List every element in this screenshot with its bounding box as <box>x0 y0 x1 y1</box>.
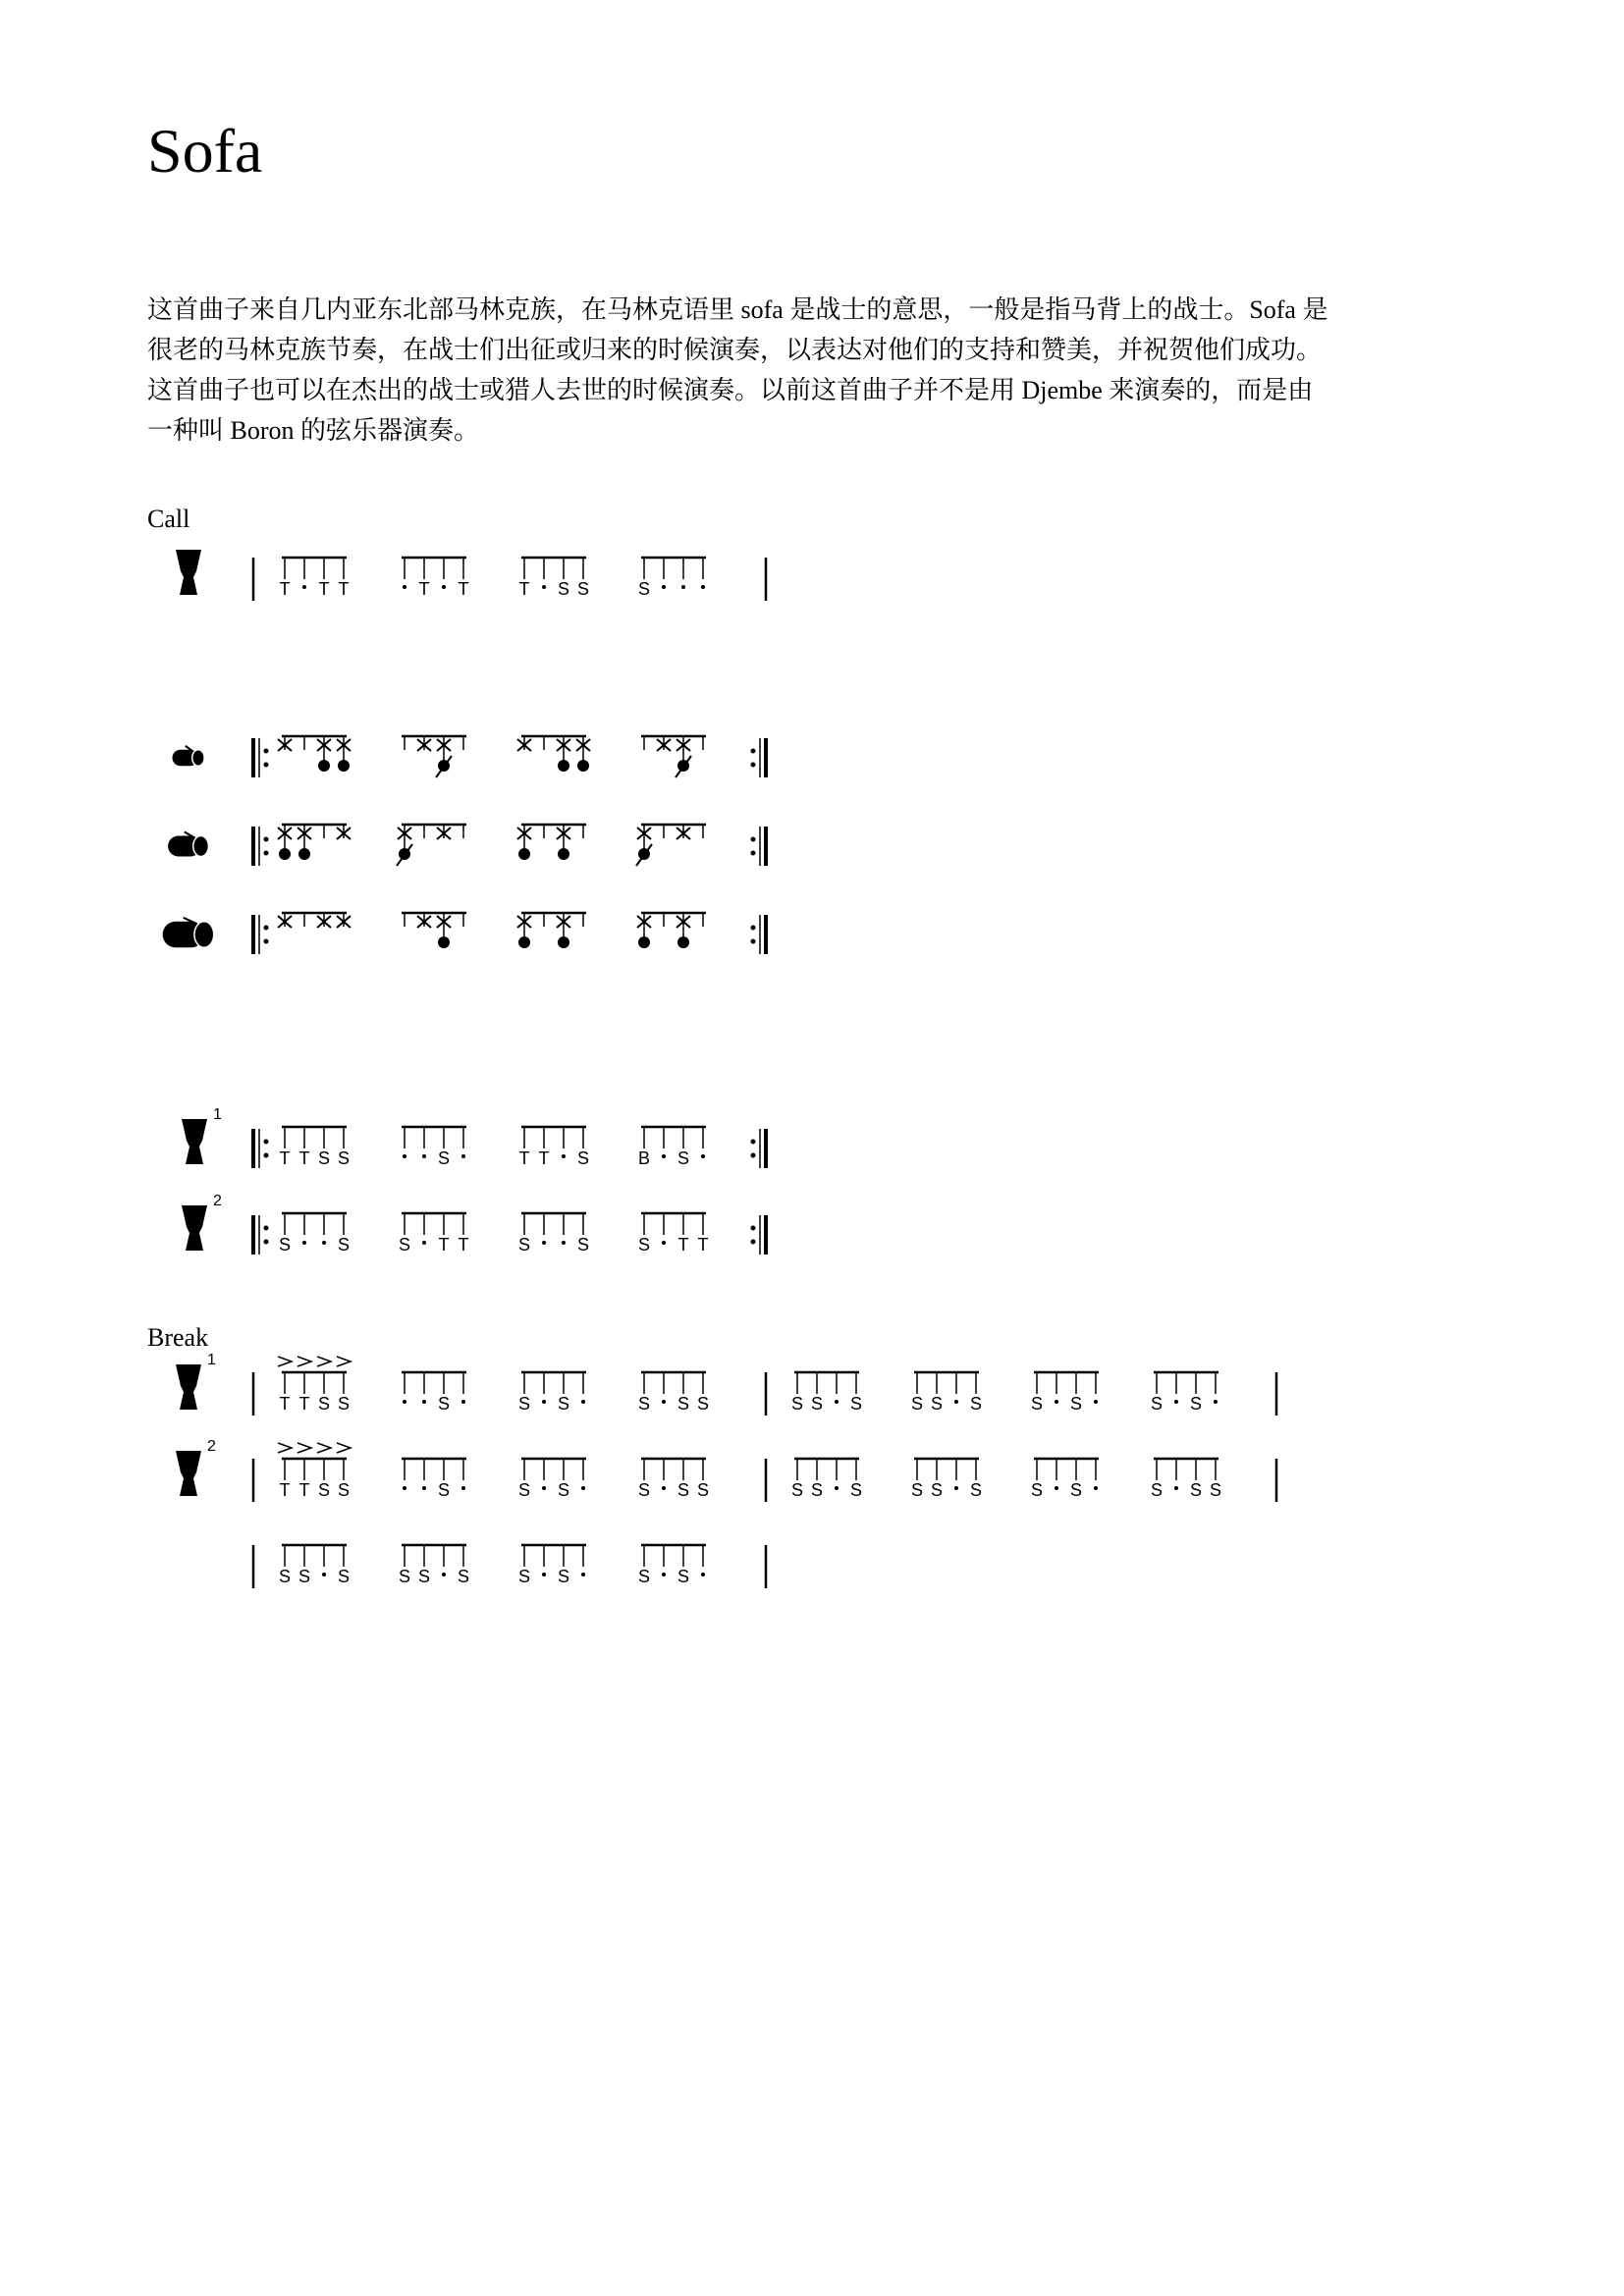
note-syllable: S <box>1209 1480 1222 1500</box>
beat-group <box>280 1459 351 1500</box>
note-syllable: S <box>317 1148 331 1168</box>
djembe-number: 1 <box>213 1106 222 1123</box>
staff-dununba-big <box>163 913 766 954</box>
rest-dot <box>562 1241 566 1245</box>
note-syllable: S <box>517 1480 531 1500</box>
dundun-head <box>192 750 204 767</box>
rest-dot <box>422 1486 426 1490</box>
rest-dot <box>542 1400 546 1404</box>
open-note <box>558 936 569 948</box>
rest-dot <box>581 1400 585 1404</box>
beat-group <box>1151 1459 1221 1500</box>
repeat-dot <box>264 1140 269 1145</box>
note-syllable: S <box>637 1480 651 1500</box>
note-syllable: S <box>677 1480 690 1500</box>
rest-dot <box>701 1154 705 1158</box>
beat-group <box>278 913 351 928</box>
note-syllable: S <box>317 1480 331 1500</box>
open-note <box>558 848 569 860</box>
repeat-dot <box>264 926 269 931</box>
beat-group <box>402 1459 466 1500</box>
open-note <box>298 848 310 860</box>
rest-dot <box>835 1400 839 1404</box>
rest-dot <box>322 1241 326 1245</box>
note-syllable: S <box>677 1148 690 1168</box>
beat-group <box>402 1372 466 1414</box>
note-syllable: S <box>417 1567 431 1586</box>
note-syllable: S <box>398 1567 411 1586</box>
call-section-label: Call <box>147 505 190 533</box>
accent-mark <box>337 1443 351 1453</box>
repeat-dot <box>751 851 756 856</box>
note-syllable: S <box>790 1394 804 1414</box>
repeat-dot <box>751 1240 756 1245</box>
accent-mark <box>278 1443 292 1453</box>
beat-group <box>637 913 706 948</box>
beat-group <box>517 913 586 948</box>
rest-dot <box>1055 1400 1058 1404</box>
note-syllable: S <box>317 1394 331 1414</box>
note-syllable: S <box>1189 1480 1203 1500</box>
note-syllable: S <box>969 1480 983 1500</box>
staff-dununba-small <box>173 736 767 777</box>
rest-dot <box>662 1241 666 1245</box>
djembe-number: 2 <box>207 1438 216 1455</box>
note-syllable: T <box>677 1235 689 1255</box>
djembe-shape <box>176 1364 201 1410</box>
note-syllable: T <box>518 1148 530 1168</box>
note-syllable: S <box>557 1480 570 1500</box>
djembe-icon <box>176 1438 216 1496</box>
rest-dot <box>461 1154 465 1158</box>
djembe-icon <box>182 1106 222 1164</box>
note-syllable: S <box>1069 1480 1083 1500</box>
note-syllable: S <box>910 1480 924 1500</box>
rest-dot <box>1094 1400 1098 1404</box>
rest-dot <box>1214 1400 1218 1404</box>
open-note <box>577 760 589 772</box>
repeat-dot <box>264 1226 269 1231</box>
open-note <box>318 760 330 772</box>
staff-break-1 <box>176 1352 1276 1415</box>
note-syllable: S <box>969 1394 983 1414</box>
note-syllable: S <box>930 1480 944 1500</box>
rest-dot <box>954 1400 958 1404</box>
open-note <box>518 936 530 948</box>
note-syllable: S <box>930 1394 944 1414</box>
djembe-number: 1 <box>207 1352 216 1368</box>
beat-group <box>397 825 466 866</box>
note-syllable: T <box>279 579 291 599</box>
note-syllable: S <box>437 1480 451 1500</box>
note-syllable: S <box>576 579 590 599</box>
note-syllable: T <box>318 579 330 599</box>
rest-dot <box>422 1400 426 1404</box>
open-note <box>338 760 350 772</box>
note-syllable: B <box>637 1148 651 1168</box>
djembe-icon <box>176 1352 216 1410</box>
dundun-head <box>194 922 214 947</box>
rest-dot <box>422 1241 426 1245</box>
rest-dot <box>1174 1400 1178 1404</box>
beat-group <box>280 1372 351 1414</box>
note-syllable: T <box>538 1148 550 1168</box>
page-title: Sofa <box>147 116 263 186</box>
repeat-dot <box>751 1140 756 1145</box>
note-syllable: S <box>677 1567 690 1586</box>
intro-line: 这首曲子也可以在杰出的战士或猎人去世的时候演奏。以前这首曲子并不是用 Djembe 来演奏的，而是由 <box>147 376 1314 404</box>
repeat-dot <box>751 1226 756 1231</box>
beat-group <box>518 1545 586 1586</box>
beat-group <box>911 1459 982 1500</box>
open-note <box>518 848 530 860</box>
repeat-dot <box>264 749 269 754</box>
beat-group <box>638 558 706 599</box>
note-syllable: T <box>458 1235 469 1255</box>
beat-group <box>791 1459 862 1500</box>
accent-mark <box>337 1357 351 1366</box>
rest-dot <box>322 1573 326 1576</box>
dundun-head <box>193 836 209 857</box>
djembe-number: 2 <box>213 1193 222 1209</box>
beat-group <box>1031 1372 1099 1414</box>
open-note <box>558 760 569 772</box>
note-syllable: T <box>438 1235 450 1255</box>
djembe-shape <box>182 1119 207 1164</box>
note-syllable: S <box>849 1394 863 1414</box>
rest-dot <box>302 1241 306 1245</box>
note-syllable: S <box>278 1567 292 1586</box>
rest-dot <box>662 1486 666 1490</box>
beat-group <box>519 558 590 599</box>
intro-line: 这首曲子来自几内亚东北部马林克族，在马林克语里 sofa 是战士的意思，一般是指马背上的战士。Sofa 是 <box>147 295 1328 324</box>
rest-dot <box>542 1241 546 1245</box>
djembe-shape <box>176 1451 201 1496</box>
note-syllable: S <box>398 1235 411 1255</box>
note-syllable: T <box>697 1235 709 1255</box>
open-note <box>279 848 291 860</box>
staff-break-3 <box>253 1545 766 1588</box>
note-syllable: T <box>518 579 530 599</box>
accent-mark <box>278 1357 292 1366</box>
beat-group <box>278 825 351 860</box>
beat-group <box>399 1545 469 1586</box>
staff-dununba-mid <box>168 825 766 866</box>
rest-dot <box>701 1573 705 1576</box>
note-syllable: S <box>517 1235 531 1255</box>
note-syllable: S <box>337 1148 351 1168</box>
note-syllable: T <box>298 1394 310 1414</box>
rest-dot <box>662 1400 666 1404</box>
note-syllable: S <box>810 1394 824 1414</box>
rest-dot <box>1174 1486 1178 1490</box>
note-syllable: S <box>517 1394 531 1414</box>
note-syllable: S <box>437 1148 451 1168</box>
note-syllable: T <box>458 579 469 599</box>
note-syllable: T <box>279 1148 291 1168</box>
note-syllable: S <box>790 1480 804 1500</box>
dundun-icon <box>163 918 214 947</box>
accent-mark <box>298 1357 311 1366</box>
note-syllable: T <box>279 1394 291 1414</box>
repeat-dot <box>751 1153 756 1158</box>
beat-group <box>402 736 466 777</box>
repeat-dot <box>751 749 756 754</box>
beat-group <box>280 558 350 599</box>
beat-group <box>1151 1372 1218 1414</box>
accent-mark <box>298 1443 311 1453</box>
rest-dot <box>954 1486 958 1490</box>
accent-mark <box>317 1443 331 1453</box>
rest-dot <box>542 1486 546 1490</box>
repeat-dot <box>751 763 756 768</box>
dundun-icon <box>168 832 208 857</box>
note-syllable: S <box>1069 1394 1083 1414</box>
note-syllable: S <box>557 1394 570 1414</box>
note-syllable: S <box>278 1235 292 1255</box>
repeat-dot <box>264 939 269 944</box>
note-syllable: S <box>1030 1394 1044 1414</box>
note-syllable: S <box>910 1394 924 1414</box>
note-syllable: T <box>298 1148 310 1168</box>
rest-dot <box>662 1154 666 1158</box>
note-syllable: S <box>517 1567 531 1586</box>
beat-group <box>278 736 351 772</box>
note-syllable: S <box>677 1394 690 1414</box>
rest-dot <box>581 1573 585 1576</box>
repeat-dot <box>264 1240 269 1245</box>
beat-group <box>517 736 590 772</box>
note-syllable: S <box>576 1235 590 1255</box>
beat-group <box>402 913 466 948</box>
rest-dot <box>835 1486 839 1490</box>
rest-dot <box>542 585 546 589</box>
beat-group <box>517 825 586 860</box>
rest-dot <box>542 1573 546 1576</box>
open-note <box>638 936 650 948</box>
rest-dot <box>403 585 406 589</box>
beat-group <box>641 736 706 777</box>
beat-group <box>279 1213 350 1255</box>
note-syllable: S <box>637 579 651 599</box>
note-syllable: S <box>637 1567 651 1586</box>
beat-group <box>638 1545 706 1586</box>
note-syllable: S <box>696 1480 710 1500</box>
rest-dot <box>442 1573 446 1576</box>
note-syllable: T <box>279 1480 291 1500</box>
repeat-dot <box>264 763 269 768</box>
rest-dot <box>562 1154 566 1158</box>
break-section-label: Break <box>147 1323 209 1352</box>
intro-line: 很老的马林克族节奏，在战士们出征或归来的时候演奏，以表达对他们的支持和赞美，并祝贺他们成功。 <box>147 336 1323 364</box>
open-note <box>677 936 689 948</box>
rest-dot <box>701 585 705 589</box>
rest-dot <box>461 1486 465 1490</box>
rest-dot <box>302 585 306 589</box>
note-syllable: S <box>637 1235 651 1255</box>
beat-group <box>1031 1459 1099 1500</box>
note-syllable: S <box>1189 1394 1203 1414</box>
note-syllable: T <box>418 579 430 599</box>
note-syllable: S <box>337 1235 351 1255</box>
rest-dot <box>403 1486 406 1490</box>
note-syllable: T <box>298 1480 310 1500</box>
note-syllable: S <box>457 1567 470 1586</box>
beat-group <box>636 825 706 866</box>
repeat-dot <box>264 851 269 856</box>
beat-group <box>638 1213 709 1255</box>
note-syllable: S <box>557 579 570 599</box>
dundun-icon <box>173 746 205 767</box>
beat-group <box>638 1127 706 1168</box>
beat-group <box>791 1372 862 1414</box>
note-syllable: S <box>1150 1394 1164 1414</box>
djembe-icon <box>176 550 201 595</box>
repeat-dot <box>264 1153 269 1158</box>
rest-dot <box>662 585 666 589</box>
note-syllable: S <box>696 1394 710 1414</box>
beat-group <box>518 1372 586 1414</box>
note-syllable: S <box>557 1567 570 1586</box>
repeat-dot <box>264 837 269 842</box>
rest-dot <box>581 1486 585 1490</box>
note-syllable: S <box>437 1394 451 1414</box>
note-syllable: S <box>849 1480 863 1500</box>
note-syllable: S <box>298 1567 311 1586</box>
rest-dot <box>442 585 446 589</box>
beat-group <box>402 558 469 599</box>
rest-dot <box>681 585 685 589</box>
beat-group <box>399 1213 469 1255</box>
beat-group <box>638 1372 709 1414</box>
intro-line: 一种叫 Boron 的弦乐器演奏。 <box>147 416 480 445</box>
staff-break-2 <box>176 1438 1276 1502</box>
staff-djembe-2 <box>182 1193 766 1255</box>
djembe-icon <box>182 1193 222 1251</box>
rest-dot <box>422 1154 426 1158</box>
repeat-dot <box>751 939 756 944</box>
beat-group <box>518 1213 589 1255</box>
beat-group <box>279 1545 350 1586</box>
rest-dot <box>662 1573 666 1576</box>
rest-dot <box>1094 1486 1098 1490</box>
rest-dot <box>403 1400 406 1404</box>
note-syllable: S <box>337 1394 351 1414</box>
rest-dot <box>403 1154 406 1158</box>
rest-dot <box>461 1400 465 1404</box>
note-syllable: T <box>338 579 350 599</box>
beat-group <box>518 1459 586 1500</box>
beat-group <box>638 1459 709 1500</box>
beat-group <box>911 1372 982 1414</box>
note-syllable: S <box>637 1394 651 1414</box>
staff-call <box>176 550 766 601</box>
beat-group <box>280 1127 351 1168</box>
beat-group <box>402 1127 466 1168</box>
djembe-shape <box>176 550 201 595</box>
staff-djembe-1 <box>182 1106 766 1168</box>
accent-mark <box>317 1357 331 1366</box>
repeat-dot <box>751 837 756 842</box>
rest-dot <box>1055 1486 1058 1490</box>
note-syllable: S <box>337 1567 351 1586</box>
note-syllable: S <box>1150 1480 1164 1500</box>
note-syllable: S <box>810 1480 824 1500</box>
note-syllable: S <box>1030 1480 1044 1500</box>
note-syllable: S <box>576 1148 590 1168</box>
djembe-shape <box>182 1205 207 1251</box>
open-note <box>438 936 450 948</box>
repeat-dot <box>751 926 756 931</box>
note-syllable: S <box>337 1480 351 1500</box>
beat-group <box>519 1127 590 1168</box>
